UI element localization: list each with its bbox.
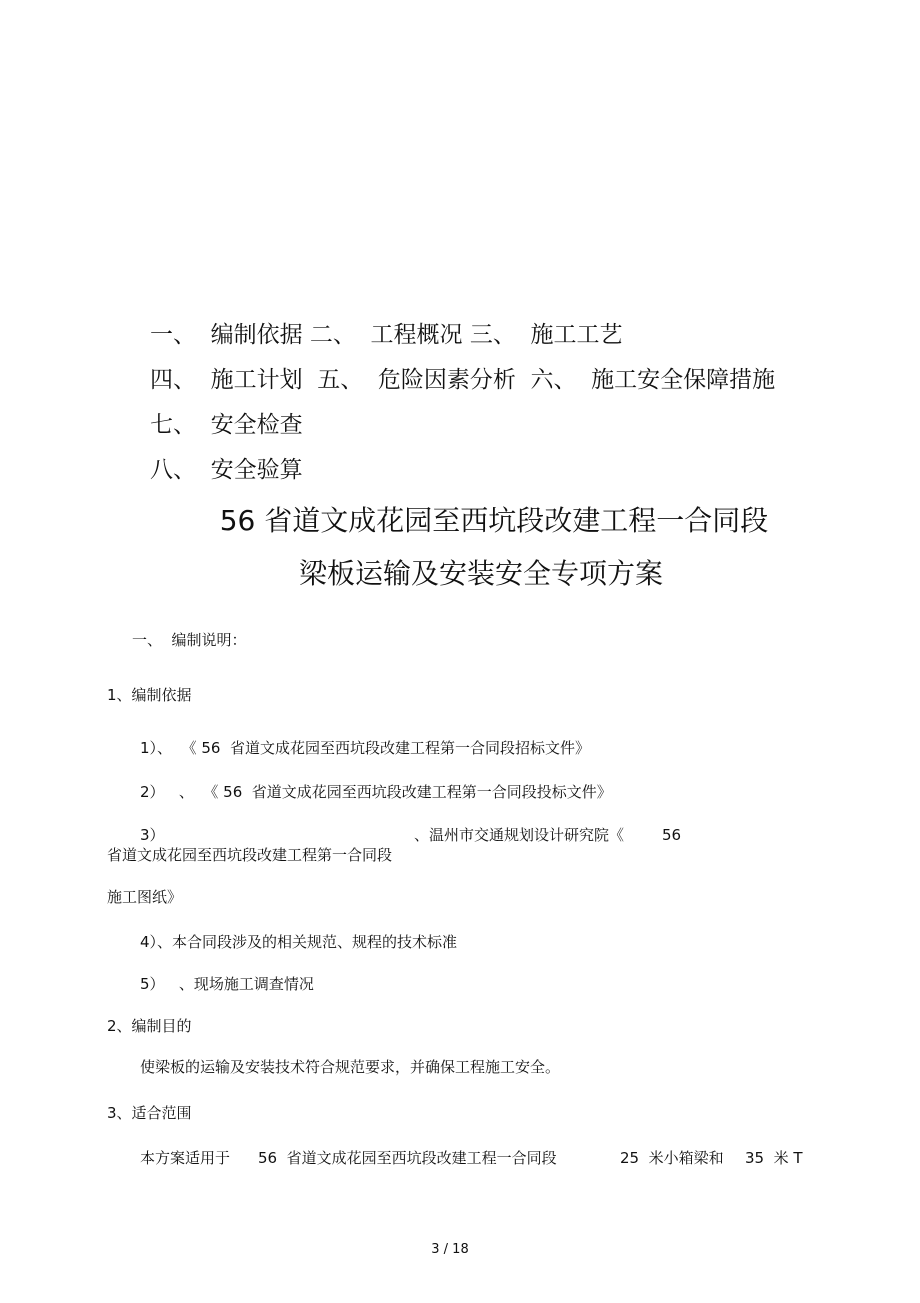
scope-text-d: 35 米 T <box>745 1149 803 1167</box>
basis-item-2: 2） 、 《 56 省道文成花园至西坑段改建工程第一合同段投标文件》 <box>140 783 612 801</box>
subsection-heading-1: 1、编制依据 <box>107 686 192 704</box>
basis-item-4: 4）、本合同段涉及的相关规范、规程的技术标准 <box>140 933 458 951</box>
basis-item-3-end: 施工图纸》 <box>107 888 183 906</box>
document-title-line-2: 梁板运输及安装安全专项方案 <box>298 557 663 590</box>
toc-line-1: 一、 编制依据 二、 工程概况 三、 施工工艺 <box>150 322 623 348</box>
basis-item-3-number: 3） <box>140 826 165 844</box>
subsection-heading-3: 3、适合范围 <box>107 1104 192 1122</box>
toc-line-2: 四、 施工计划 五、 危险因素分析 六、 施工安全保障措施 <box>150 367 776 393</box>
page-number: 3 / 18 <box>431 1242 469 1257</box>
document-title-line-1: 56 省道文成花园至西坑段改建工程一合同段 <box>219 504 769 537</box>
toc-line-3: 七、 安全检查 <box>150 412 303 438</box>
subsection-heading-2: 2、编制目的 <box>107 1017 192 1035</box>
scope-text-c: 25 米小箱梁和 <box>620 1149 724 1167</box>
toc-line-4: 八、 安全验算 <box>150 457 303 483</box>
scope-text-b: 56 省道文成花园至西坑段改建工程一合同段 <box>258 1149 557 1167</box>
scope-text-a: 本方案适用于 <box>140 1149 231 1167</box>
basis-item-5: 5） 、现场施工调查情况 <box>140 975 314 993</box>
purpose-text: 使梁板的运输及安装技术符合规范要求，并确保工程施工安全。 <box>140 1058 561 1076</box>
basis-item-3-organization: 、温州市交通规划设计研究院《 <box>414 826 625 844</box>
basis-item-3-road-number: 56 <box>662 826 682 844</box>
section-heading-1: 一、 编制说明： <box>132 631 247 649</box>
basis-item-3-continuation: 省道文成花园至西坑段改建工程第一合同段 <box>107 846 393 864</box>
basis-item-1: 1）、 《 56 省道文成花园至西坑段改建工程第一合同段招标文件》 <box>140 739 590 757</box>
